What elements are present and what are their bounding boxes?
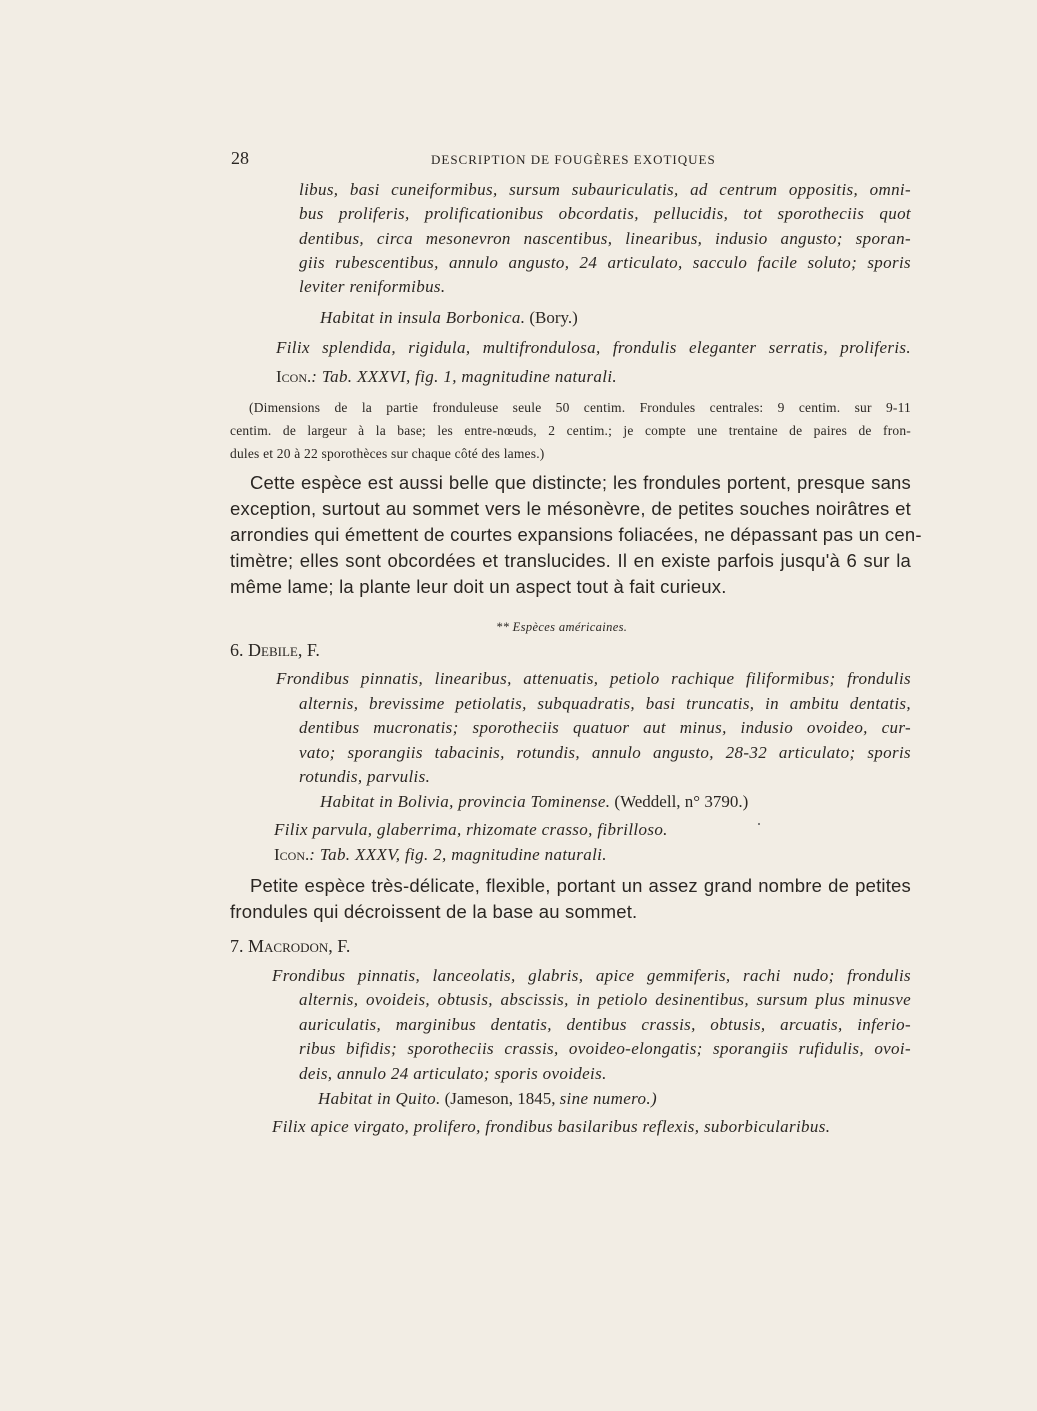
habitat-source-note: sine numero.) (559, 1089, 657, 1108)
dimensions-line: centim. de largeur à la base; les entre-nœuds, 2 centim.; je compte une trentaine de paires de fron- (230, 423, 911, 438)
habitat-source: (Weddell, n° 3790.) (614, 792, 749, 811)
latin-description-line: deis, annulo 24 articulato; sporis ovoideis. (299, 1064, 607, 1083)
running-title: DESCRIPTION DE FOUGÈRES EXOTIQUES (431, 152, 716, 167)
habitat-text: Habitat in insula Borbonica. (320, 308, 526, 327)
latin-description-line: libus, basi cuneiformibus, sursum subauriculatis, ad centrum oppositis, omni- (299, 180, 911, 199)
latin-description-line: rotundis, parvulis. (299, 767, 431, 786)
latin-description-line: dentibus mucronatis; sporotheciis quatuor aut minus, indusio ovoideo, cur- (299, 718, 911, 737)
icon-reference (276, 367, 617, 387)
species-heading (230, 640, 320, 661)
commentary-line: même lame; la plante leur doit un aspect tout à fait curieux. (230, 576, 727, 597)
habitat-line (320, 792, 748, 812)
habitat-line (318, 1089, 657, 1109)
filix-description: Filix parvula, glaberrima, rhizomate crasso, fibrilloso. (274, 820, 668, 839)
icon-reference-text: : Tab. XXXVI, fig. 1, magnitudine naturali. (311, 367, 618, 386)
habitat-text: Habitat in Bolivia, provincia Tominense. (320, 792, 611, 811)
icon-label: Icon. (276, 367, 312, 386)
commentary-line: timètre; elles sont obcordées et translucides. Il en existe parfois jusqu'à 6 sur la (230, 550, 911, 571)
latin-description-line: Frondibus pinnatis, linearibus, attenuatis, petiolo rachique filiformibus; frondulis (276, 669, 911, 688)
latin-description-line: alternis, ovoideis, obtusis, abscissis, in petiolo desinentibus, sursum plus minusve (299, 990, 911, 1009)
latin-description-line: ribus bifidis; sporotheciis crassis, ovoideo-elongatis; sporangiis rufidulis, ovoi- (299, 1039, 911, 1058)
ink-speck (758, 823, 760, 825)
dimensions-line: dules et 20 à 22 sporothèces sur chaque côté des lames.) (230, 446, 545, 461)
species-name: Debile, F. (248, 640, 320, 660)
habitat-text: Habitat in Quito. (318, 1089, 441, 1108)
latin-description-line: bus proliferis, prolificationibus obcordatis, pellucidis, tot sporotheciis quot (299, 204, 911, 223)
latin-description-line: auriculatis, marginibus dentatis, dentibus crassis, obtusis, arcuatis, inferio- (299, 1015, 911, 1034)
filix-description: Filix splendida, rigidula, multifrondulosa, frondulis eleganter serratis, proliferis. (276, 338, 911, 357)
commentary-line: exception, surtout au sommet vers le mésonèvre, de petites souches noirâtres et (230, 498, 911, 519)
page-number: 28 (231, 148, 249, 168)
species-heading (230, 936, 350, 957)
latin-description-line: Frondibus pinnatis, lanceolatis, glabris, apice gemmiferis, rachi nudo; frondulis (272, 966, 911, 985)
commentary-line: arrondies qui émettent de courtes expansions foliacées, ne dépassant pas un cen- (230, 524, 922, 545)
species-number: 7. (230, 936, 244, 956)
icon-label: Icon. (274, 845, 310, 864)
latin-description-line: leviter reniformibus. (299, 277, 446, 296)
commentary-line: Petite espèce très-délicate, flexible, portant un assez grand nombre de petites (250, 875, 911, 896)
commentary-line: Cette espèce est aussi belle que distincte; les frondules portent, presque sans (250, 472, 911, 493)
latin-description-line: alternis, brevissime petiolatis, subquadratis, basi truncatis, in ambitu dentatis, (299, 694, 911, 713)
icon-reference (274, 845, 607, 865)
filix-description: Filix apice virgato, prolifero, frondibus basilaribus reflexis, suborbicularibus. (272, 1117, 831, 1136)
icon-reference-text: : Tab. XXXV, fig. 2, magnitudine naturali. (309, 845, 607, 864)
dimensions-line: (Dimensions de la partie fronduleuse seule 50 centim. Frondules centrales: 9 centim. sur 9-11 (249, 400, 911, 415)
section-heading: ** Espèces américaines. (496, 620, 628, 634)
species-name: Macrodon, F. (248, 936, 351, 956)
commentary-line: frondules qui décroissent de la base au sommet. (230, 901, 638, 922)
habitat-source: (Bory.) (529, 308, 578, 327)
latin-description-line: giis rubescentibus, annulo angusto, 24 articulato, sacculo facile soluto; sporis (299, 253, 911, 272)
latin-description-line: dentibus, circa mesonevron nascentibus, linearibus, indusio angusto; sporan- (299, 229, 911, 248)
habitat-line (320, 308, 578, 328)
latin-description-line: vato; sporangiis tabacinis, rotundis, annulo angusto, 28-32 articulato; sporis (299, 743, 911, 762)
habitat-source: (Jameson, 1845, (444, 1089, 556, 1108)
species-number: 6. (230, 640, 244, 660)
